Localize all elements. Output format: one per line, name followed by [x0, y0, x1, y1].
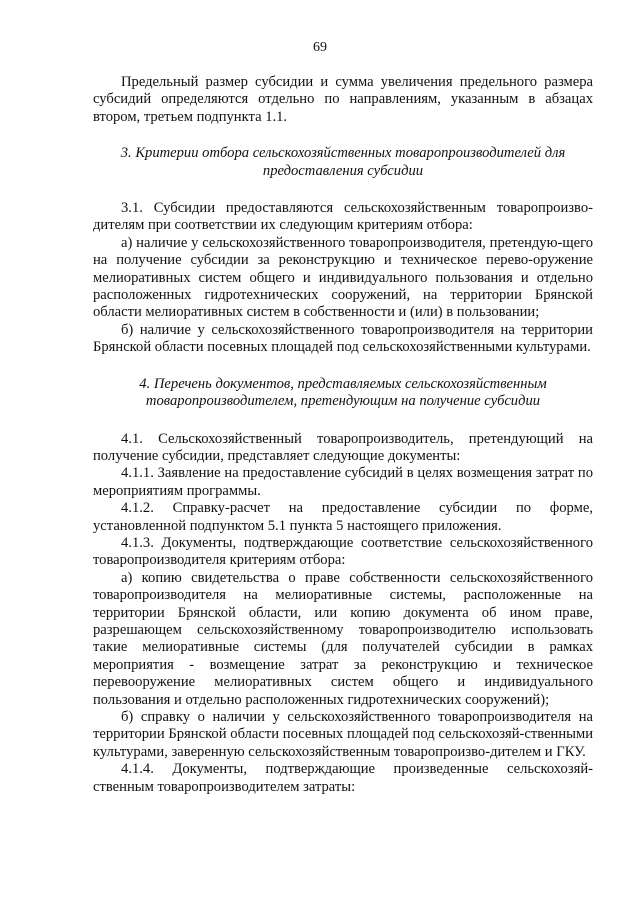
paragraph: Предельный размер субсидии и сумма увеличения предельного размера субсидий определяются отдельно по направлениям, указанным в абзацах втором, третьем подпункта 1.1. [93, 74, 593, 125]
section-3-body [93, 200, 593, 357]
section-4-heading: 4. Перечень документов, представляемых сельскохозяйственным товаропроизводителем, претендующим на получение субсидии [139, 375, 547, 410]
paragraph: а) наличие у сельскохозяйственного товаропроизводителя, претендую-щего на получение субсидии за реконструкцию и техническое перево-оружение мелиоративных систем общего и индивидуального пользования и отдельно расположенных гидротехнических сооружений, на территории Брянской области мелиоративных систем в собственности и (или) в пользовании; [93, 234, 593, 321]
section-3-heading: 3. Критерии отбора сельскохозяйственных товаропроизводителей для предоставления субсидии [120, 145, 566, 179]
paragraph: 4.1.1. Заявление на предоставление субсидий в целях возмещения затрат по мероприятиям программы. [93, 465, 593, 499]
paragraph: б) справку о наличии у сельскохозяйственного товаропроизводителя на территории Брянской области посевных площадей под сельскохозяй-ственными культурами, заверенную сельскохозяйственным товаропроизво-дителем и ГКУ. [93, 709, 593, 760]
paragraph: 4.1.4. Документы, подтверждающие произведенные сельскохозяй-ственным товаропроизводителем затраты: [93, 761, 593, 795]
paragraph: 3.1. Субсидии предоставляются сельскохозяйственным товаропроизво-дителям при соответствии их следующим критериям отбора: [93, 200, 593, 234]
paragraph: 4.1. Сельскохозяйственный товаропроизводитель, претендующий на получение субсидии, представляет следующие документы: [93, 430, 593, 464]
paragraph: а) копию свидетельства о праве собственности сельскохозяйственного товаропроизводителя на мелиоративные системы, расположенные на территории Брянской области, или копию документа об ином праве, разрешающем сельскохозяйственному товаропроизводителю использовать такие мелиоративные системы (для получателей субсидии в рамках мероприятия - возмещение затрат за реконструкцию и техническое перевооружение мелиоративных систем общего и индивидуального пользования и отдельно расположенных гидротехнических сооружений); [93, 569, 593, 708]
paragraph: 4.1.2. Справку-расчет на предоставление субсидии по форме, установленной подпунктом 5.1 пункта 5 настоящего приложения. [93, 500, 593, 534]
document-body [93, 74, 593, 796]
section-4-body [93, 431, 593, 797]
paragraph: 4.1.3. Документы, подтверждающие соответствие сельскохозяйственного товаропроизводителя критериям отбора: [93, 534, 593, 569]
page-number: 69 [313, 40, 327, 55]
paragraph: б) наличие у сельскохозяйственного товаропроизводителя на территории Брянской области посевных площадей под сельскохозяйственными культурами. [93, 321, 593, 356]
